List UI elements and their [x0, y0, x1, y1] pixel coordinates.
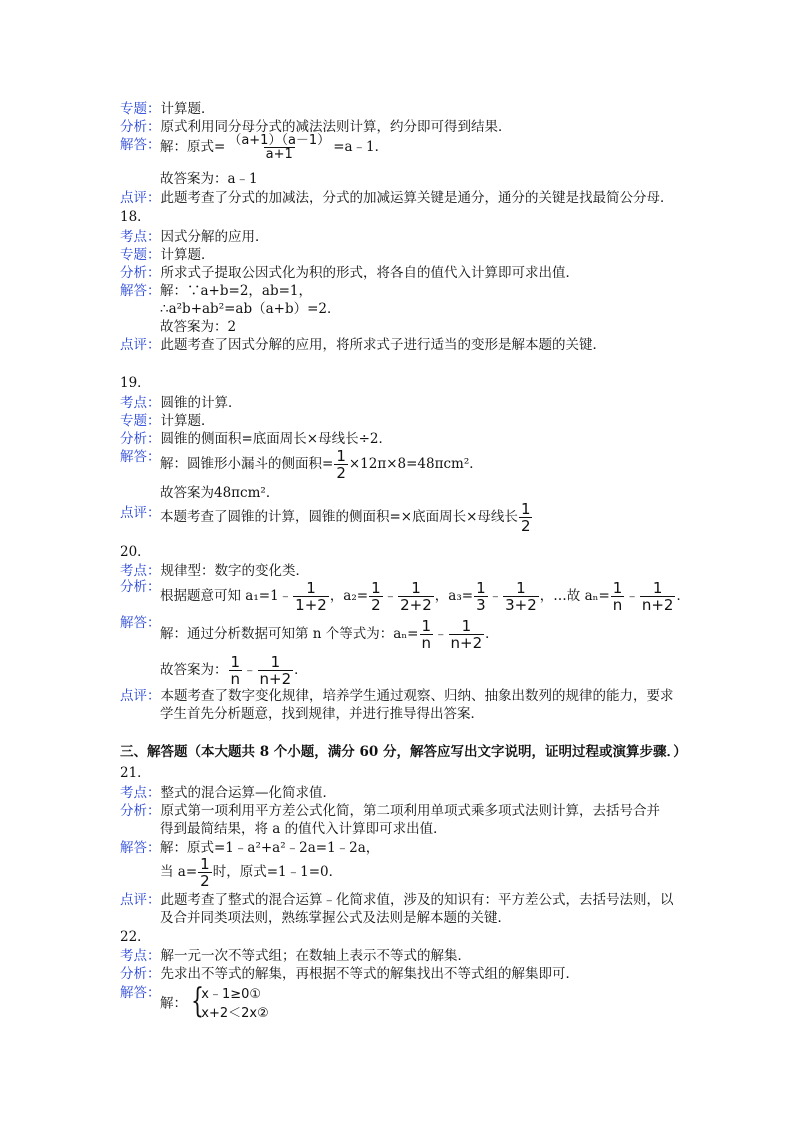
point-label: 考点：圆锥的计算．: [120, 395, 242, 411]
q19-comment: 本题考查了圆锥的计算，圆锥的侧面积=×底面周长×母线长 $\frac{1}{2}$: [160, 500, 531, 535]
solution-label: 解答：: [120, 840, 161, 856]
q19-number: 19．: [120, 375, 151, 391]
q20-solution: 解：通过分析数据可知第 n 个等式为：aₙ= $\frac{1}{n}$ ﹣ $\frac{1}{n+2}$ ．: [160, 617, 499, 652]
q17-answer: 故答案为：a﹣1: [160, 171, 258, 187]
analysis-label: 分析：所求式子提取公因式化为积的形式，将各自的值代入计算即可求出值．: [120, 265, 579, 281]
q22-solution: 解： { x﹣1≥0① x+2＜2x②: [160, 981, 269, 1021]
q19-answer: 故答案为48πcm²．: [160, 485, 280, 501]
q20-comment-line2: 学生首先分析题意，找到规律，并进行推导得出答案．: [160, 706, 484, 722]
analysis-label: 分析：原式第一项利用平方差公式化简，第二项利用单项式乘多项式法则计算，去括号合并: [120, 803, 660, 819]
topic-label: 专题：计算题．: [120, 247, 215, 263]
comment-label: 点评：此题考查了因式分解的应用，将所求式子进行适当的变形是解本题的关键．: [120, 337, 606, 353]
q17-analysis: 原式利用同分母分式的减法法则计算，约分即可得到结果．: [160, 119, 512, 135]
q21-line1: 解：原式=1﹣a²+a²﹣2a=1﹣2a，: [160, 840, 380, 856]
analysis-label: 分析：先求出不等式的解集，再根据不等式的解集找出不等式组的解集即可．: [120, 966, 579, 982]
q20-answer: 故答案为： $\frac{1}{n}$ ﹣ $\frac{1}{n+2}$ ．: [160, 653, 308, 688]
section-heading: 三、解答题（本大题共 8 个小题，满分 60 分，解答应写出文字说明，证明过程或演算步骤．）: [120, 744, 687, 760]
inequality-2: x+2＜2x②: [201, 1006, 269, 1021]
inequality-system: [191, 981, 269, 1023]
solution-label: 解答：: [120, 985, 161, 1001]
q19-solution: 解：圆锥形小漏斗的侧面积= $\frac{1}{2}$ ×12π×8=48πcm²．: [160, 447, 483, 482]
solution-label: 解答：: [120, 283, 161, 299]
topic-label: 专题：计算题．: [120, 101, 215, 117]
analysis-label: 分析：: [120, 579, 161, 595]
analysis-label: 分析：原式利用同分母分式的减法法则计算，约分即可得到结果．: [120, 119, 512, 135]
point-label: 考点：规律型：数字的变化类．: [120, 563, 309, 579]
q18-line2: ∴a²b+ab²=ab（a+b）=2．: [160, 301, 341, 317]
point-label: 考点：整式的混合运算—化简求值．: [120, 785, 336, 801]
point-label: 考点：解一元一次不等式组；在数轴上表示不等式的解集．: [120, 948, 471, 964]
q20-analysis: 根据题意可知 a₁=1﹣ $\frac{1}{1+2}$ ，a₂= $\frac{1}{2}$ ﹣ $\frac{1}{2+2}$ ，a₃= $\frac{1}{3}$ ﹣ $\frac{1}{3+2}$ ，…故 aₙ= $\frac{1}{n}$ ﹣ $\frac{1}{n+2}$ ．: [160, 579, 690, 614]
inequality-1: x﹣1≥0①: [201, 987, 262, 1002]
q17-solution: 解：原式= $\frac{(a+1)(a-1)}{a+1}$ =a﹣1．: [160, 133, 389, 162]
solution-label: 解答：: [120, 137, 161, 153]
comment-label: 点评：此题考查了分式的加减法，分式的加减运算关键是通分，通分的关键是找最简公分母．: [120, 190, 674, 206]
q18-number: 18．: [120, 209, 151, 225]
q21-line2: 当 a= $\frac{1}{2}$ 时，原式=1﹣1=0．: [160, 855, 343, 890]
comment-label: 点评：: [120, 505, 161, 521]
solution-label: 解答：: [120, 615, 161, 631]
q17-topic: 计算题．: [160, 101, 215, 117]
comment-label: 点评：本题考查了数字变化规律，培养学生通过观察、归纳、抽象出数列的规律的能力，要求: [120, 688, 674, 704]
q20-number: 20．: [120, 544, 151, 560]
q18-answer: 故答案为：2: [160, 319, 237, 335]
brace-icon: {: [191, 981, 205, 1021]
q18-line1: 解：∵a+b=2，ab=1，: [160, 283, 312, 299]
q21-analysis-line2: 得到最简结果，将 a 的值代入计算即可求出值．: [160, 821, 447, 837]
analysis-label: 分析：圆锥的侧面积=底面周长×母线长÷2．: [120, 431, 393, 447]
comment-label: 点评：此题考查了整式的混合运算﹣化简求值，涉及的知识有：平方差公式，去括号法则，以: [120, 892, 674, 908]
point-label: 考点：因式分解的应用．: [120, 229, 269, 245]
q21-comment-line2: 及合并同类项法则，熟练掌握公式及法则是解本题的关键．: [160, 910, 511, 926]
q21-number: 21．: [120, 765, 151, 781]
q17-comment: 此题考查了分式的加减法，分式的加减运算关键是通分，通分的关键是找最简公分母．: [160, 190, 674, 206]
solution-label: 解答：: [120, 449, 161, 465]
q22-number: 22．: [120, 929, 151, 945]
topic-label: 专题：计算题．: [120, 413, 215, 429]
